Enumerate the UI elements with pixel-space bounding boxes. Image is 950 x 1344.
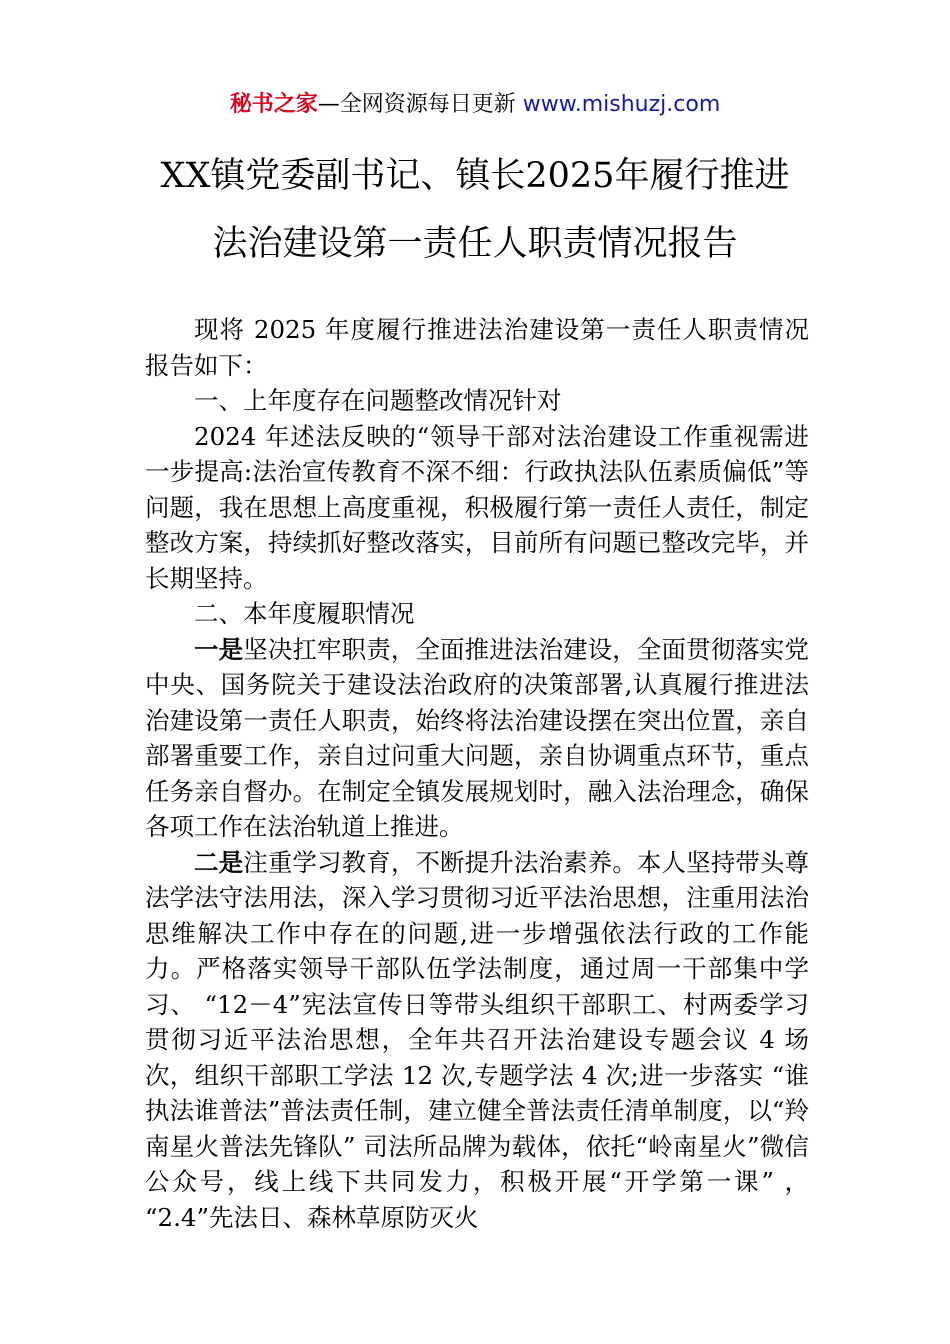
brand-name: 秘书之家	[229, 92, 318, 117]
item-1-text: 坚决扛牢职责，全面推进法治建设，全面贯彻落实党中央、国务院关于建设法治政府的决策部署,认真履行推进法治建设第一责任人职责，始终将法治建设摆在突出位置，亲自部署重要工作，亲自过问重大问题，亲自协调重点环节，重点任务亲自督办。在制定全镇发展规划时，融入法治理念，确保各项工作在法治轨道上推进。	[145, 634, 810, 841]
item-2-text: 注重学习教育，不断提升法治素养。本人坚持带头尊法学法守法用法，深入学习贯彻习近平法治思想，注重用法治思维解决工作中存在的问题,进一步增强依法行政的工作能力。严格落实领导干部队伍学法制度，通过周一干部集中学习、 “12－4”宪法宣传日等带头组织干部职工、村两委学习贯彻习近平法治思想，全年共召开法治建设专题会议 4 场次，组织干部职工学法 12 次,专题学法 4 次;进一步落实 “谁执法谁普法”普法责任制，建立健全普法责任清单制度，以“羚南星火普法先锋队” 司法所品牌为载体，依托“岭南星火”微信公众号，线上线下共同发力，积极开展“开学第一课” ， “2.4”先法日、森林草原防灭火	[145, 847, 810, 1232]
section-1-paragraph: 2024 年述法反映的“领导干部对法治建设工作重视需进一步提高:法治宣传教育不深不细：行政执法队伍素质偏低”等问题，我在思想上高度重视，积极履行第一责任人责任，制定整改方案，持续抓好整改落实，目前所有问题已整改完毕，并长期坚持。	[145, 421, 809, 593]
item-2-paragraph	[145, 845, 809, 1236]
document-title-line-1: XX镇党委副书记、镇长2025年履行推进	[160, 156, 790, 196]
intro-paragraph: 现将 2025 年度履行推进法治建设第一责任人职责情况报告如下：	[145, 315, 809, 380]
section-1-heading: 一、上年度存在问题整改情况针对	[194, 386, 562, 415]
header-tagline: —全网资源每日更新	[317, 92, 523, 117]
site-url-link[interactable]: www.mishuzj.com	[522, 92, 721, 117]
document-title-line-2: 法治建设第一责任人职责情况报告	[212, 224, 738, 264]
item-2-lead: 二是	[194, 847, 244, 877]
document-body	[145, 312, 809, 1235]
item-1-paragraph	[145, 632, 809, 845]
site-header	[0, 88, 950, 122]
item-1-lead: 一是	[194, 634, 244, 664]
section-2-heading: 二、本年度履职情况	[194, 599, 415, 628]
